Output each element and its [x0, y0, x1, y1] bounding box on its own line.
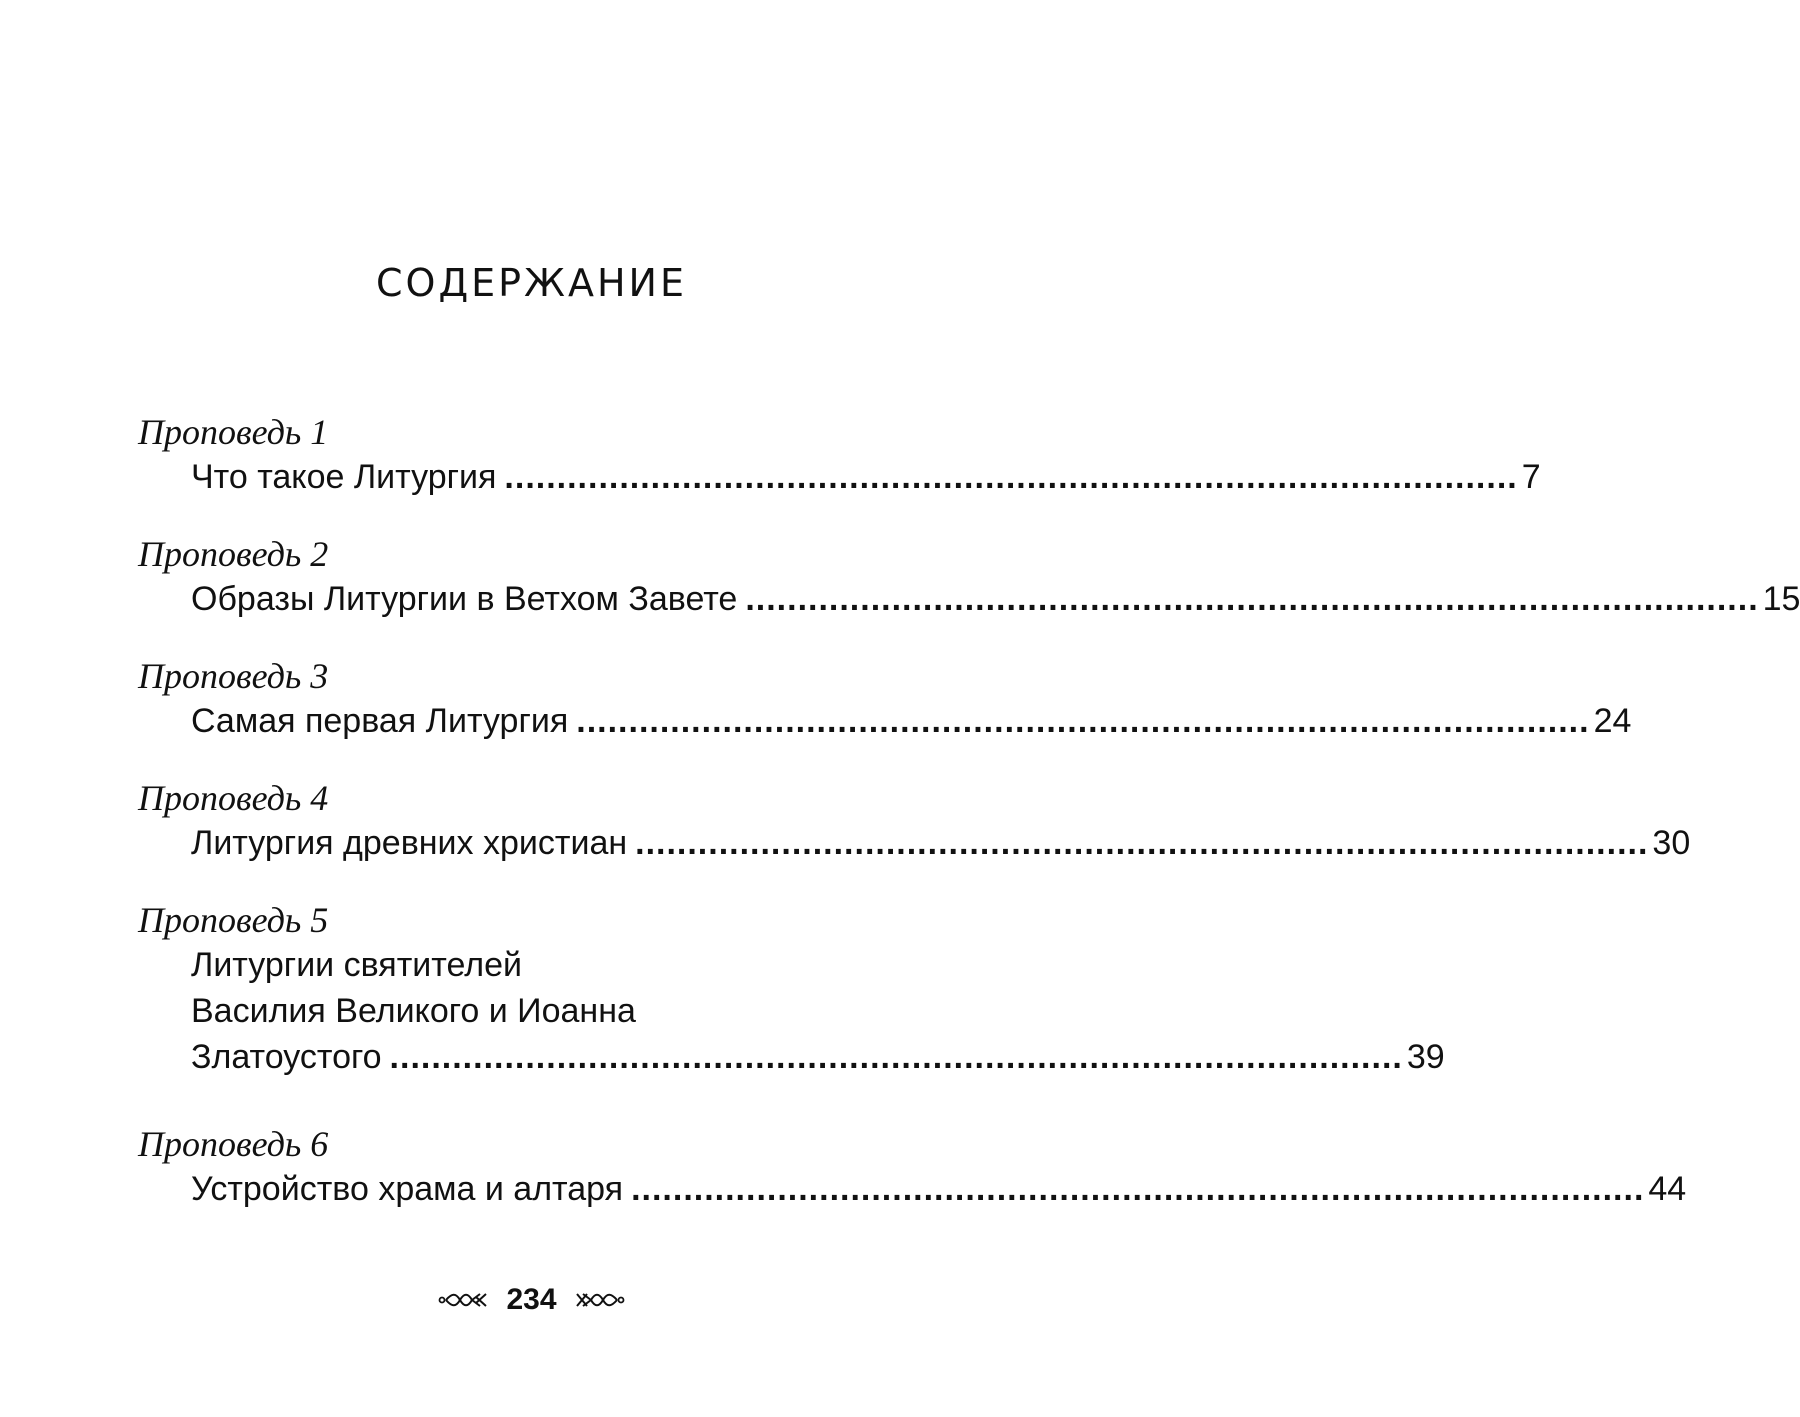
- toc-entry[interactable]: [191, 576, 1800, 622]
- dot-leader: .................................................................................................: [389, 1038, 1403, 1076]
- toc-section-label: Проповедь 2: [138, 534, 329, 574]
- toc-entry[interactable]: [191, 454, 1541, 500]
- toc-section-label: Проповедь 5: [138, 900, 329, 940]
- toc-page-number: 24: [1593, 702, 1632, 740]
- toc-entry-title: Литургия древних христиан: [191, 824, 628, 862]
- dot-leader: .................................................................................................: [576, 702, 1590, 740]
- toc-page-number: 30: [1652, 824, 1691, 862]
- toc-entry[interactable]: [191, 1034, 1445, 1080]
- toc-section-label: Проповедь 6: [138, 1124, 329, 1164]
- toc-entry[interactable]: [191, 1166, 1687, 1212]
- toc-entry[interactable]: [191, 820, 1691, 866]
- left-ornament-icon: [438, 1291, 490, 1309]
- right-ornament-icon: [573, 1291, 625, 1309]
- toc-entry[interactable]: [191, 698, 1632, 744]
- toc-page-number: 7: [1521, 458, 1541, 496]
- toc-section-label: Проповедь 3: [138, 656, 329, 696]
- toc-entry-title: Образы Литургии в Ветхом Завете: [191, 580, 738, 618]
- dot-leader: .................................................................................................: [745, 580, 1759, 618]
- toc-section-label: Проповедь 4: [138, 778, 329, 818]
- toc-entry-title: Златоустого: [191, 1038, 382, 1076]
- toc-section-5: [138, 898, 1445, 1080]
- dot-leader: .................................................................................................: [631, 1170, 1645, 1208]
- toc-entry-title: Что такое Литургия: [191, 458, 497, 496]
- toc-section-2: [138, 532, 1800, 622]
- toc-page-number: 15: [1762, 580, 1800, 618]
- page-title: СОДЕРЖАНИЕ: [376, 261, 687, 305]
- page-number: 234: [506, 1283, 557, 1316]
- toc-page-number: 39: [1406, 1038, 1445, 1076]
- dot-leader: .................................................................................................: [504, 458, 1518, 496]
- toc-page-number: 44: [1648, 1170, 1687, 1208]
- dot-leader: .................................................................................................: [635, 824, 1649, 862]
- page-footer: [0, 1280, 1063, 1320]
- toc-entry-title: Устройство храма и алтаря: [191, 1170, 624, 1208]
- toc-entry-title-line: Литургии святителей: [191, 946, 522, 984]
- toc-section-label: Проповедь 1: [138, 412, 329, 452]
- toc-entry-title-line: Василия Великого и Иоанна: [191, 992, 636, 1030]
- toc-section-3: [138, 654, 1632, 744]
- toc-section-6: [138, 1122, 1687, 1212]
- toc-entry-title: Самая первая Литургия: [191, 702, 569, 740]
- toc-section-4: [138, 776, 1691, 866]
- toc-section-1: [138, 410, 1541, 500]
